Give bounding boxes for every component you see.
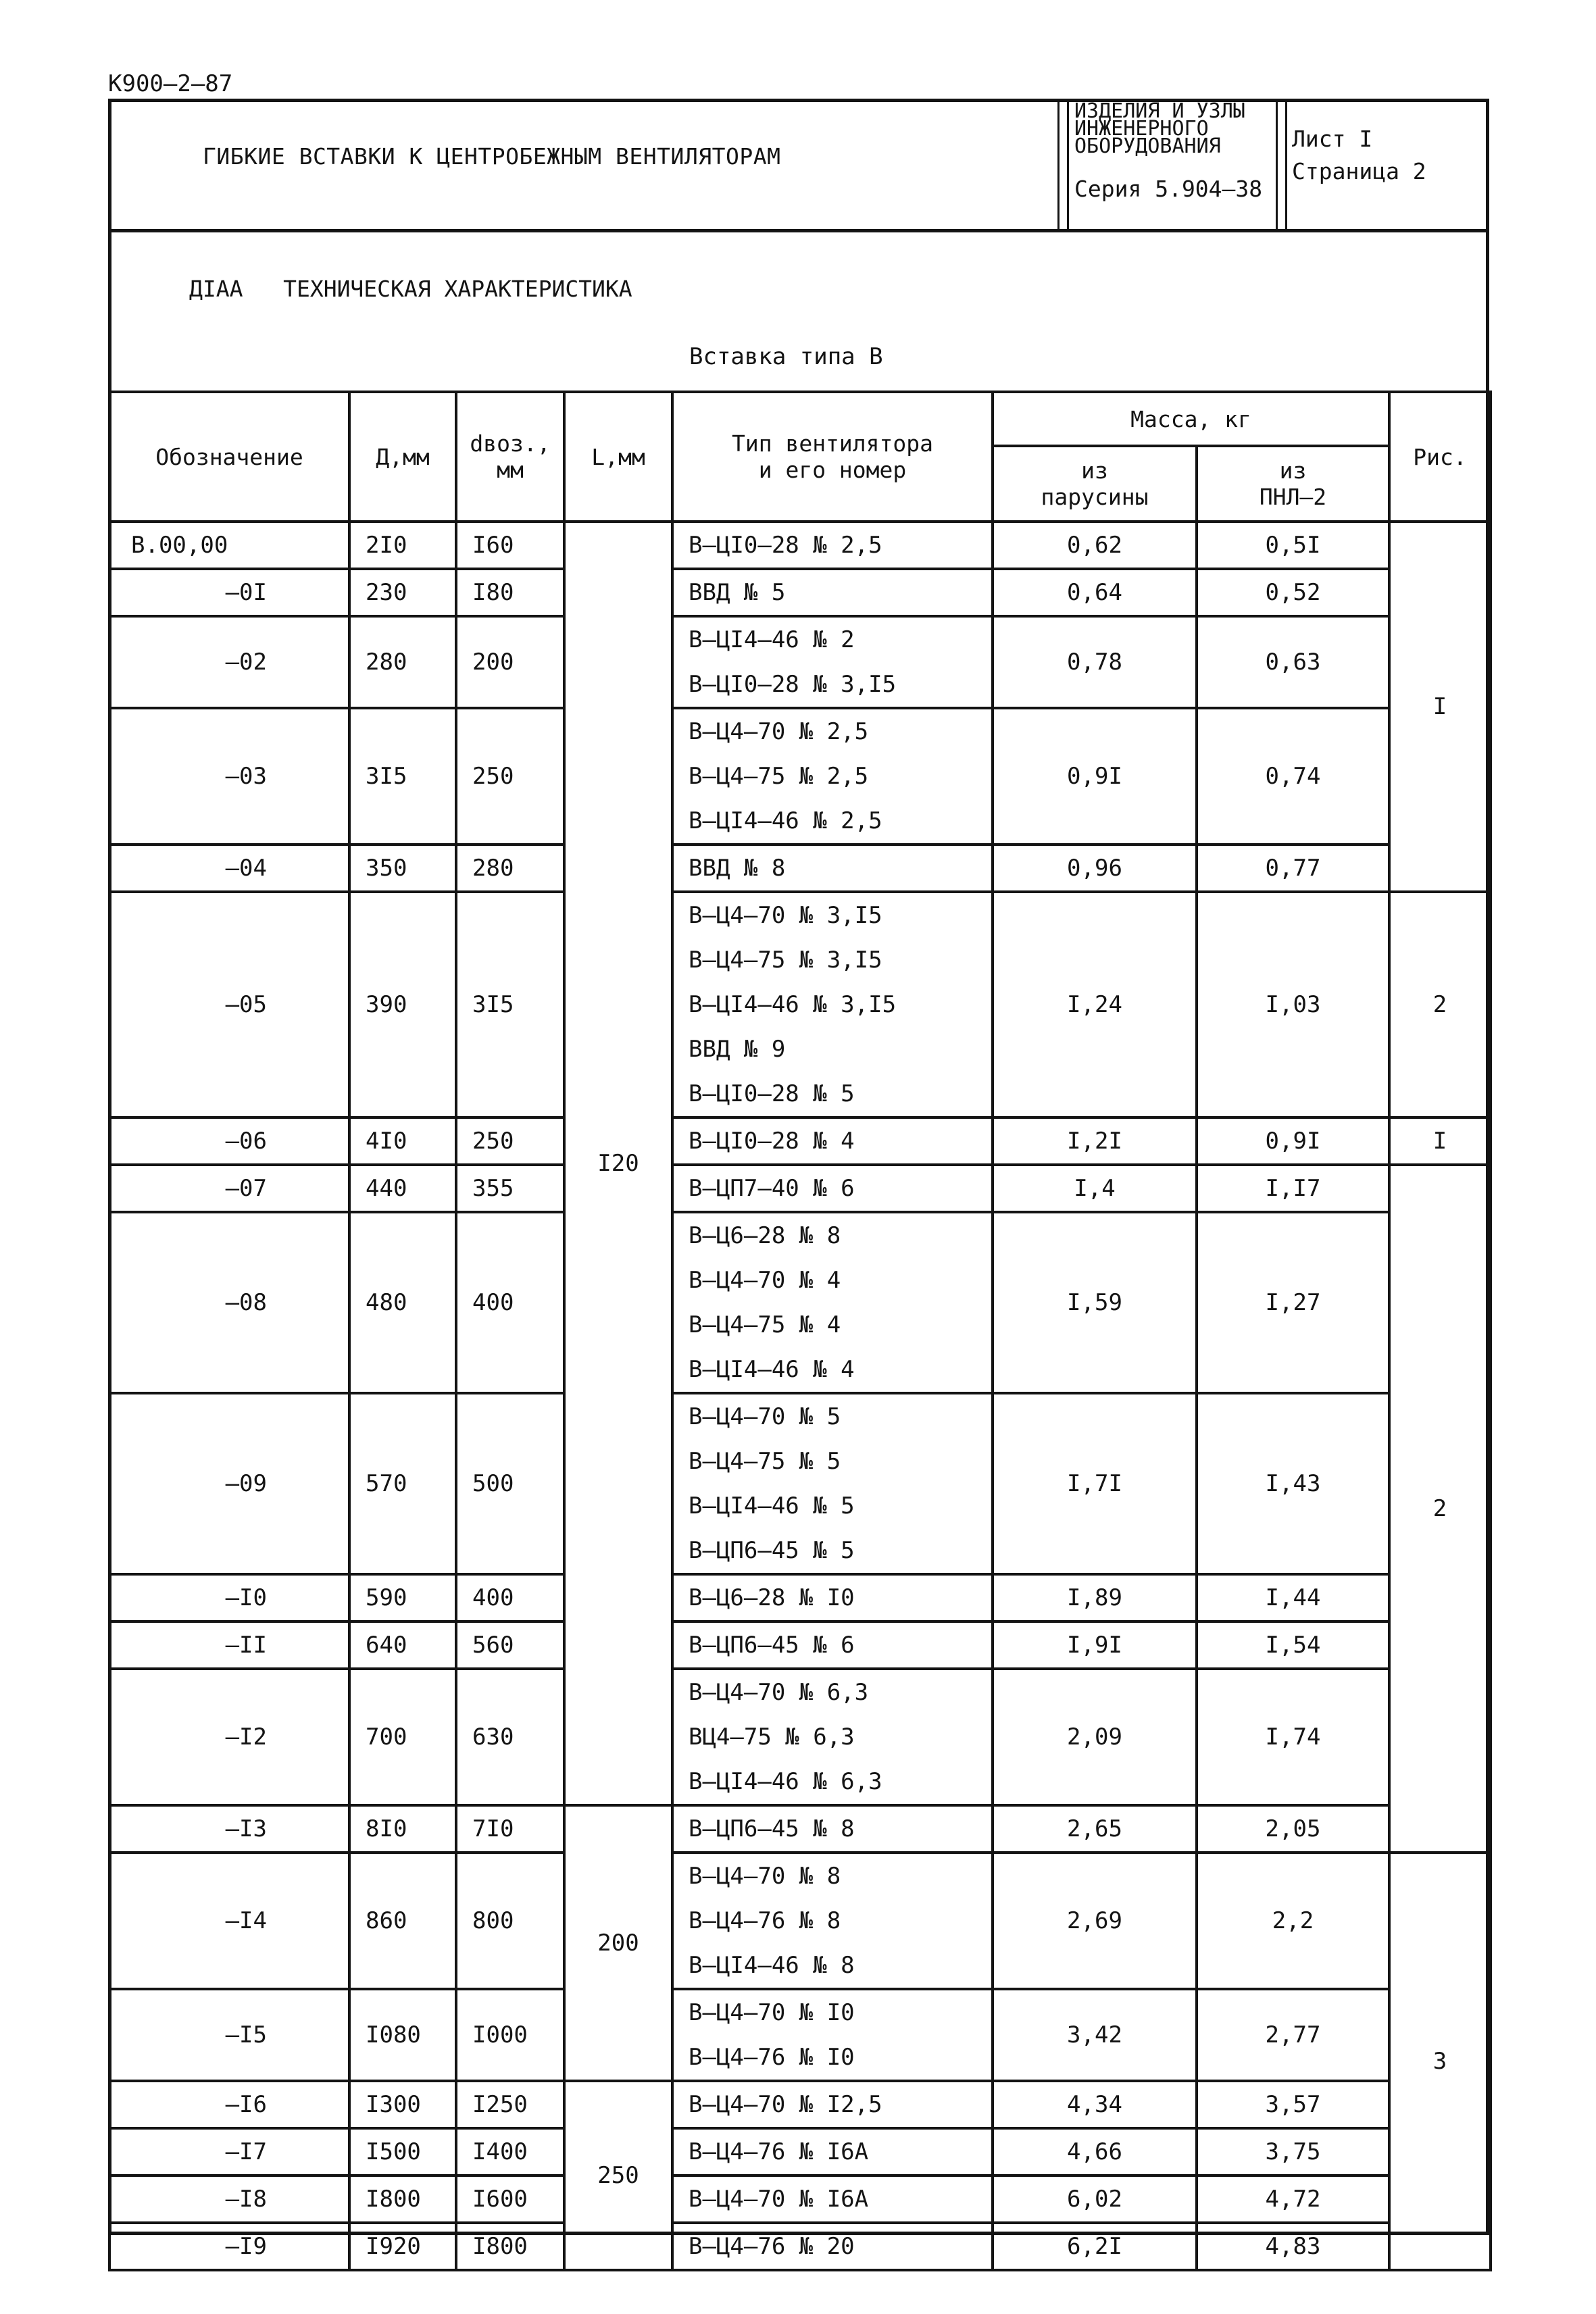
- cell-figure: 2: [1389, 1165, 1491, 1853]
- cell-length: 250: [564, 2081, 672, 2270]
- category-line: ОБОРУДОВАНИЯ: [1074, 134, 1221, 158]
- cell-d-inner: I400: [456, 2128, 564, 2175]
- cell-figure: 3: [1389, 1853, 1491, 2270]
- header-designation: Обозначение: [109, 392, 349, 522]
- cell-d-inner: I250: [456, 2081, 564, 2128]
- cell-designation: –09: [109, 1393, 349, 1574]
- cell-figure: I: [1389, 522, 1491, 892]
- cell-d-inner: I80: [456, 569, 564, 616]
- section-code: ДIАА: [189, 276, 243, 302]
- cell-mass-pnl: 3,75: [1197, 2128, 1389, 2175]
- cell-mass-pnl: 0,74: [1197, 708, 1389, 845]
- stamp-divider: [1285, 99, 1287, 229]
- cell-d-inner: 7I0: [456, 1805, 564, 1853]
- fan-type: В–ЦI4–46 № 2: [689, 626, 855, 653]
- fan-type: В–Ц4–70 № I2,5: [689, 2091, 882, 2118]
- fan-type: В–ЦП6–45 № 8: [689, 1815, 855, 1842]
- cell-d-inner: 800: [456, 1853, 564, 1989]
- cell-mass-pnl: 2,77: [1197, 1989, 1389, 2081]
- table-row: [109, 1853, 1491, 1989]
- table-row: [109, 845, 1491, 892]
- cell-mass-pnl: 0,77: [1197, 845, 1389, 892]
- header-d-inner: [456, 392, 564, 522]
- cell-d-outer: 2I0: [349, 522, 456, 569]
- cell-designation: –I8: [109, 2175, 349, 2223]
- cell-fan-types: [672, 708, 993, 845]
- fan-type: В–ЦI0–28 № 3,I5: [689, 671, 897, 698]
- cell-mass-sail: 0,78: [993, 616, 1197, 708]
- cell-mass-pnl: 0,52: [1197, 569, 1389, 616]
- fan-type: В–Ц4–75 № 3,I5: [689, 947, 882, 974]
- cell-fan-types: [672, 1989, 993, 2081]
- cell-fan-types: [672, 1621, 993, 1669]
- fan-type: В–Ц4–70 № 5: [689, 1403, 841, 1430]
- cell-designation: –I3: [109, 1805, 349, 1853]
- fan-type: В–Ц4–76 № I6А: [689, 2138, 869, 2165]
- cell-mass-pnl: I,27: [1197, 1212, 1389, 1393]
- cell-mass-pnl: 2,2: [1197, 1853, 1389, 1989]
- cell-designation: –I6: [109, 2081, 349, 2128]
- cell-d-inner: 560: [456, 1621, 564, 1669]
- cell-mass-pnl: 0,9I: [1197, 1117, 1389, 1165]
- cell-designation: –04: [109, 845, 349, 892]
- cell-d-inner: 630: [456, 1669, 564, 1805]
- cell-fan-types: [672, 569, 993, 616]
- cell-d-outer: 3I5: [349, 708, 456, 845]
- cell-d-inner: 250: [456, 1117, 564, 1165]
- table-row: [109, 569, 1491, 616]
- cell-mass-sail: 6,02: [993, 2175, 1197, 2223]
- cell-mass-pnl: I,I7: [1197, 1165, 1389, 1212]
- cell-d-inner: 355: [456, 1165, 564, 1212]
- fan-type: В–Ц4–70 № 3,I5: [689, 902, 882, 929]
- cell-mass-sail: I,89: [993, 1574, 1197, 1621]
- table-row: [109, 892, 1491, 1117]
- header-mass-sail-line1: из: [1081, 457, 1108, 484]
- spec-table-body: [109, 522, 1491, 2270]
- table-row: [109, 708, 1491, 845]
- fan-type: В–ЦI4–46 № 5: [689, 1492, 855, 1519]
- cell-d-outer: 230: [349, 569, 456, 616]
- fan-type: В–ЦI0–28 № 2,5: [689, 532, 882, 559]
- table-row: [109, 1574, 1491, 1621]
- cell-fan-types: [672, 1393, 993, 1574]
- cell-d-outer: I800: [349, 2175, 456, 2223]
- cell-designation: –II: [109, 1621, 349, 1669]
- cell-designation: –07: [109, 1165, 349, 1212]
- category-line: ИЗДЕЛИЯ И УЗЛЫ: [1074, 99, 1245, 123]
- cell-d-outer: I300: [349, 2081, 456, 2128]
- cell-mass-pnl: I,44: [1197, 1574, 1389, 1621]
- section-title: ТЕХНИЧЕСКАЯ ХАРАКТЕРИСТИКА: [283, 276, 632, 302]
- fan-type: В–ЦI4–46 № 4: [689, 1356, 855, 1383]
- header-mass: Масса, кг: [993, 392, 1389, 446]
- fan-type: В–Ц4–75 № 4: [689, 1311, 841, 1338]
- cell-mass-sail: 0,96: [993, 845, 1197, 892]
- cell-mass-sail: 4,66: [993, 2128, 1197, 2175]
- header-mass-pnl: [1197, 446, 1389, 522]
- cell-d-inner: I000: [456, 1989, 564, 2081]
- header-mass-pnl-line2: ПНЛ–2: [1259, 484, 1327, 510]
- cell-d-outer: 860: [349, 1853, 456, 1989]
- cell-mass-sail: 2,69: [993, 1853, 1197, 1989]
- cell-d-outer: 480: [349, 1212, 456, 1393]
- table-row: [109, 1393, 1491, 1574]
- fan-type: В–ЦI4–46 № 8: [689, 1952, 855, 1979]
- cell-d-outer: 4I0: [349, 1117, 456, 1165]
- table-row: [109, 1805, 1491, 1853]
- cell-designation: –I2: [109, 1669, 349, 1805]
- table-row: [109, 1989, 1491, 2081]
- cell-mass-sail: 6,2I: [993, 2223, 1197, 2270]
- header-mass-sail: [993, 446, 1197, 522]
- title-block: [108, 99, 1489, 232]
- header-fan-line1: Тип вентилятора: [731, 430, 933, 457]
- header-mass-sail-line2: парусины: [1041, 484, 1149, 510]
- cell-d-inner: 3I5: [456, 892, 564, 1117]
- cell-designation: –I9: [109, 2223, 349, 2270]
- header-d-inner-top: dвоз.,: [470, 430, 551, 457]
- cell-fan-types: [672, 1805, 993, 1853]
- cell-fan-types: [672, 1117, 993, 1165]
- header-figure: Рис.: [1389, 392, 1491, 522]
- cell-designation: –06: [109, 1117, 349, 1165]
- fan-type: В–Ц4–75 № 2,5: [689, 763, 869, 790]
- cell-mass-pnl: I,03: [1197, 892, 1389, 1117]
- cell-d-outer: I500: [349, 2128, 456, 2175]
- cell-d-outer: 640: [349, 1621, 456, 1669]
- sheet-block: [1292, 123, 1426, 188]
- cell-fan-types: [672, 1669, 993, 1805]
- fan-type: В–ЦП7–40 № 6: [689, 1175, 855, 1202]
- cell-d-inner: 400: [456, 1212, 564, 1393]
- table-row: [109, 1669, 1491, 1805]
- fan-type: В–Ц4–70 № I6А: [689, 2186, 869, 2213]
- cell-mass-pnl: I,43: [1197, 1393, 1389, 1574]
- cell-mass-sail: I,24: [993, 892, 1197, 1117]
- header-d-inner-unit: мм: [497, 457, 524, 483]
- cell-mass-sail: 2,09: [993, 1669, 1197, 1805]
- cell-fan-types: [672, 845, 993, 892]
- cell-d-outer: 700: [349, 1669, 456, 1805]
- cell-mass-sail: 3,42: [993, 1989, 1197, 2081]
- fan-type: В–Ц4–76 № I0: [689, 2044, 855, 2071]
- cell-designation: –I4: [109, 1853, 349, 1989]
- fan-type: ВВД № 5: [689, 579, 786, 606]
- cell-d-outer: 590: [349, 1574, 456, 1621]
- cell-length: I20: [564, 522, 672, 1805]
- cell-designation: –03: [109, 708, 349, 845]
- cell-mass-pnl: 3,57: [1197, 2081, 1389, 2128]
- cell-fan-types: [672, 616, 993, 708]
- cell-d-outer: 350: [349, 845, 456, 892]
- sheet-number: Лист I: [1292, 126, 1373, 152]
- cell-designation: –02: [109, 616, 349, 708]
- header-fan-type: [672, 392, 993, 522]
- cell-designation: В.00,00: [109, 522, 349, 569]
- fan-type: В–Ц4–70 № 4: [689, 1267, 841, 1294]
- cell-fan-types: [672, 522, 993, 569]
- stamp-divider: [1276, 99, 1278, 229]
- fan-type: В–Ц4–76 № 8: [689, 1907, 841, 1934]
- fan-type: В–Ц6–28 № I0: [689, 1584, 855, 1611]
- cell-fan-types: [672, 2223, 993, 2270]
- cell-mass-pnl: 4,72: [1197, 2175, 1389, 2223]
- fan-type: ВВД № 8: [689, 855, 786, 882]
- fan-type: В–ЦI0–28 № 4: [689, 1128, 855, 1155]
- fan-type: В–ЦI4–46 № 6,3: [689, 1768, 882, 1795]
- cell-mass-pnl: 0,5I: [1197, 522, 1389, 569]
- cell-d-inner: I800: [456, 2223, 564, 2270]
- cell-d-inner: 280: [456, 845, 564, 892]
- header-mass-pnl-line1: из: [1279, 457, 1307, 484]
- document-code: К900–2–87: [108, 70, 233, 97]
- table-row: [109, 1165, 1491, 1212]
- fan-type: В–ЦI4–46 № 2,5: [689, 807, 882, 834]
- cell-fan-types: [672, 892, 993, 1117]
- cell-mass-sail: I,7I: [993, 1393, 1197, 1574]
- table-row: [109, 1621, 1491, 1669]
- table-row: [109, 1212, 1491, 1393]
- cell-d-outer: 390: [349, 892, 456, 1117]
- cell-designation: –I7: [109, 2128, 349, 2175]
- cell-d-inner: 400: [456, 1574, 564, 1621]
- header-d-outer: Д,мм: [349, 392, 456, 522]
- cell-d-outer: 280: [349, 616, 456, 708]
- table-row: [109, 2223, 1491, 2270]
- fan-type: В–ЦП6–45 № 5: [689, 1537, 855, 1564]
- cell-mass-sail: 2,65: [993, 1805, 1197, 1853]
- fan-type: ВЦ4–75 № 6,3: [689, 1724, 855, 1751]
- cell-designation: –0I: [109, 569, 349, 616]
- table-row: [109, 2081, 1491, 2128]
- cell-d-inner: 200: [456, 616, 564, 708]
- cell-figure: 2: [1389, 892, 1491, 1117]
- cell-length: 200: [564, 1805, 672, 2081]
- cell-designation: –I5: [109, 1989, 349, 2081]
- cell-mass-pnl: 4,83: [1197, 2223, 1389, 2270]
- cell-fan-types: [672, 1165, 993, 1212]
- cell-d-inner: I600: [456, 2175, 564, 2223]
- cell-d-inner: I60: [456, 522, 564, 569]
- cell-mass-sail: I,9I: [993, 1621, 1197, 1669]
- stamp-divider: [1057, 99, 1059, 229]
- stamp-divider: [1067, 99, 1069, 229]
- cell-designation: –05: [109, 892, 349, 1117]
- fan-type: ВВД № 9: [689, 1036, 786, 1063]
- table-row: [109, 616, 1491, 708]
- table-row: [109, 1117, 1491, 1165]
- cell-d-outer: I080: [349, 1989, 456, 2081]
- table-row: [109, 522, 1491, 569]
- cell-mass-sail: 0,9I: [993, 708, 1197, 845]
- cell-fan-types: [672, 2175, 993, 2223]
- cell-designation: –08: [109, 1212, 349, 1393]
- document-title: ГИБКИЕ ВСТАВКИ К ЦЕНТРОБЕЖНЫМ ВЕНТИЛЯТОРАМ: [203, 143, 781, 170]
- cell-mass-pnl: I,74: [1197, 1669, 1389, 1805]
- fan-type: В–Ц4–70 № I0: [689, 1999, 855, 2026]
- cell-mass-pnl: 2,05: [1197, 1805, 1389, 1853]
- cell-d-inner: 500: [456, 1393, 564, 1574]
- fan-type: В–ЦП6–45 № 6: [689, 1632, 855, 1659]
- cell-d-outer: I920: [349, 2223, 456, 2270]
- fan-type: В–Ц4–70 № 8: [689, 1863, 841, 1890]
- cell-fan-types: [672, 1212, 993, 1393]
- cell-mass-pnl: I,54: [1197, 1621, 1389, 1669]
- cell-mass-sail: I,2I: [993, 1117, 1197, 1165]
- spec-table: [108, 391, 1492, 2271]
- fan-type: В–Ц4–75 № 5: [689, 1448, 841, 1475]
- cell-mass-sail: 0,62: [993, 522, 1197, 569]
- cell-designation: –I0: [109, 1574, 349, 1621]
- fan-type: В–Ц4–70 № 6,3: [689, 1679, 869, 1706]
- page-number: Страница 2: [1292, 158, 1426, 184]
- cell-d-outer: 8I0: [349, 1805, 456, 1853]
- series-number: Серия 5.904–38: [1074, 176, 1263, 202]
- cell-fan-types: [672, 1853, 993, 1989]
- cell-d-outer: 570: [349, 1393, 456, 1574]
- cell-d-inner: 250: [456, 708, 564, 845]
- fan-type: В–Ц4–70 № 2,5: [689, 718, 869, 745]
- fan-type: В–Ц6–28 № 8: [689, 1222, 841, 1249]
- fan-type: В–Ц4–76 № 20: [689, 2233, 855, 2260]
- cell-mass-sail: 4,34: [993, 2081, 1197, 2128]
- section-heading: [189, 276, 632, 302]
- category-block: [1074, 99, 1245, 158]
- header-fan-line2: и его номер: [758, 457, 907, 483]
- cell-mass-sail: I,4: [993, 1165, 1197, 1212]
- cell-mass-sail: 0,64: [993, 569, 1197, 616]
- table-row: [109, 2175, 1491, 2223]
- fan-type: В–ЦI4–46 № 3,I5: [689, 991, 897, 1018]
- cell-fan-types: [672, 2081, 993, 2128]
- cell-mass-pnl: 0,63: [1197, 616, 1389, 708]
- table-row: [109, 2128, 1491, 2175]
- category-line: ИНЖЕНЕРНОГО: [1074, 117, 1209, 141]
- cell-mass-sail: I,59: [993, 1212, 1197, 1393]
- cell-figure: I: [1389, 1117, 1491, 1165]
- insert-caption: Вставка типа В: [689, 343, 883, 370]
- cell-fan-types: [672, 1574, 993, 1621]
- cell-d-outer: 440: [349, 1165, 456, 1212]
- fan-type: В–ЦI0–28 № 5: [689, 1080, 855, 1107]
- cell-fan-types: [672, 2128, 993, 2175]
- header-length: L,мм: [564, 392, 672, 522]
